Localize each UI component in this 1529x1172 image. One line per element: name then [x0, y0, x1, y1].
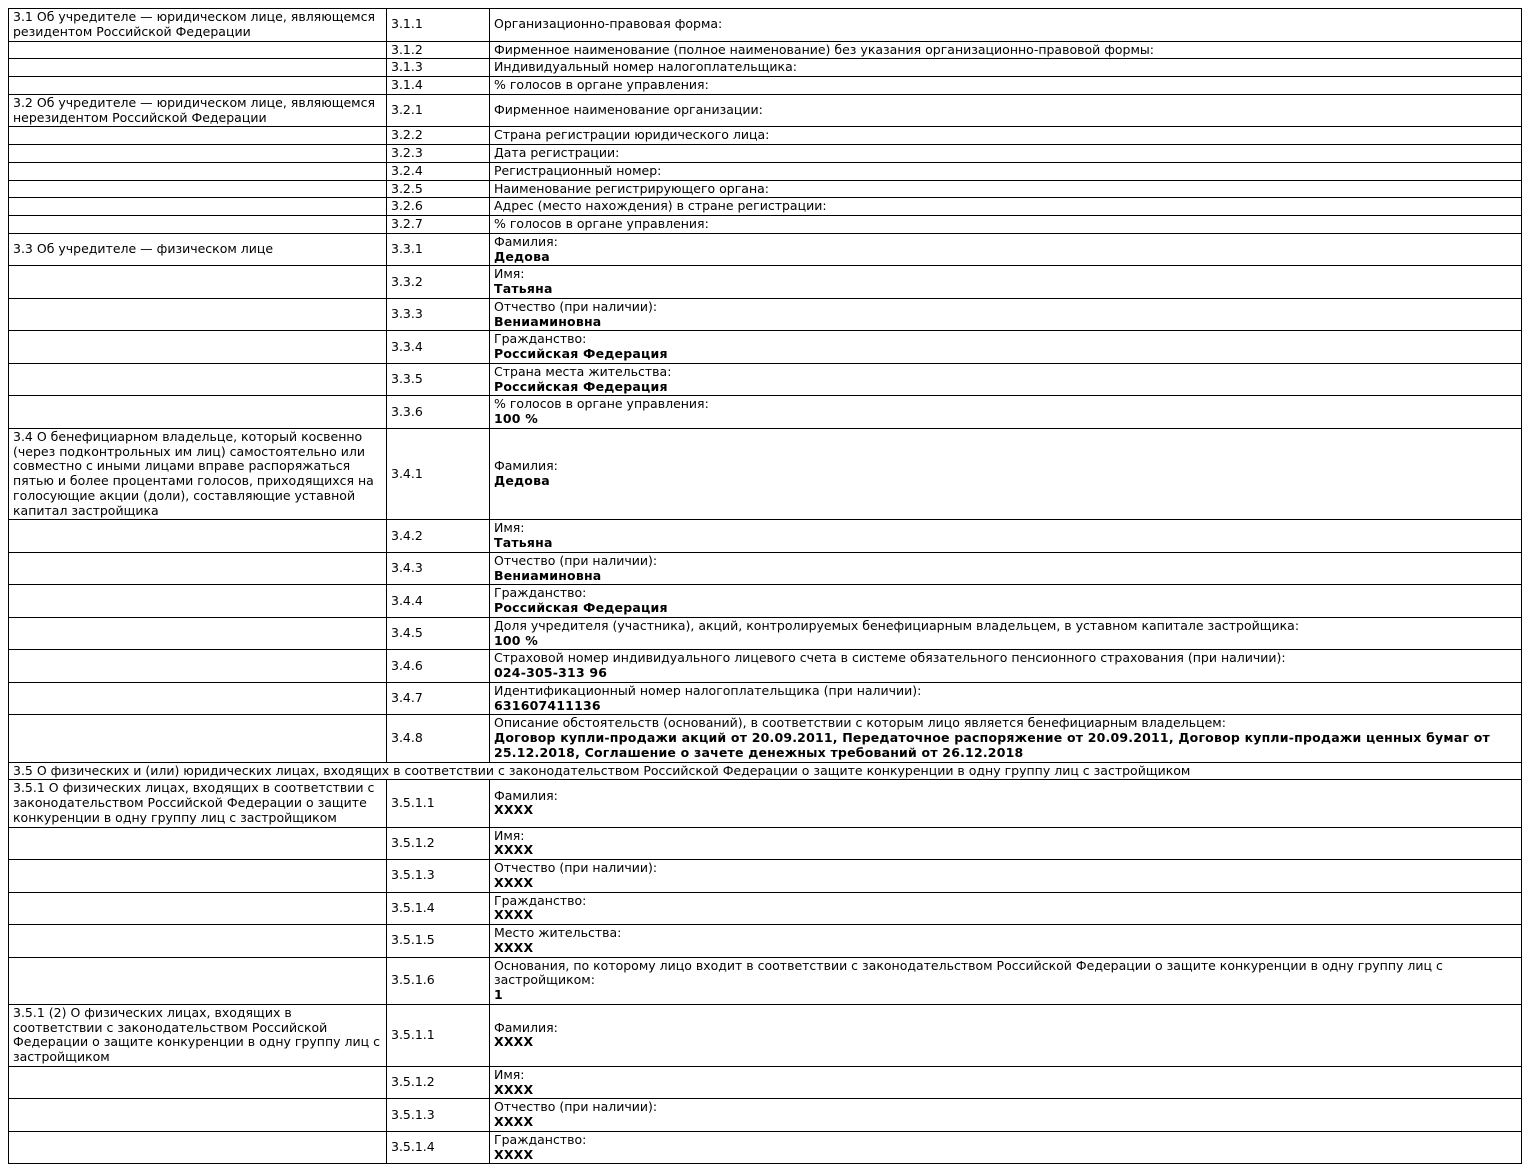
item-code: 3.2.3: [387, 145, 490, 163]
field-label: Страна места жительства:: [494, 363, 672, 379]
developer-declaration-table: [8, 8, 1522, 1164]
item-content-cell: [490, 617, 1522, 650]
section-title-cell: [9, 198, 387, 216]
table-row: [9, 1131, 1522, 1164]
item-code: 3.4.1: [387, 428, 490, 520]
table-row: [9, 127, 1522, 145]
item-code: 3.4.6: [387, 650, 490, 683]
table-row: [9, 892, 1522, 925]
field-label: % голосов в органе управления:: [494, 396, 709, 412]
table-row: [9, 9, 1522, 42]
field-label: Имя:: [494, 1066, 525, 1082]
field-value: XXXX: [494, 1034, 534, 1050]
section-title-cell: [9, 715, 387, 762]
table-row: [9, 715, 1522, 762]
item-content-cell: [490, 266, 1522, 299]
item-content-cell: [490, 59, 1522, 77]
item-content-cell: [490, 585, 1522, 618]
item-code: 3.4.5: [387, 617, 490, 650]
section-title-cell: [9, 650, 387, 683]
section-title-cell: 3.5.1 О физических лицах, входящих в соответствии с законодательством Российской Федерации о защите конкуренции в одну группу лиц с застройщиком: [9, 780, 387, 827]
field-label: Дата регистрации:: [494, 145, 620, 160]
item-content-cell: [490, 162, 1522, 180]
field-label: Доля учредителя (участника), акций, контролируемых бенефициарным владельцем, в уставном капитале застройщика:: [494, 617, 1300, 633]
field-value: XXXX: [494, 1114, 534, 1129]
table-row: [9, 827, 1522, 860]
field-value: 1: [494, 987, 503, 1002]
table-row: [9, 552, 1522, 585]
item-code: 3.2.5: [387, 180, 490, 198]
table-row: [9, 762, 1522, 780]
item-content-cell: [490, 780, 1522, 827]
section-title-cell: [9, 585, 387, 618]
item-code: 3.5.1.1: [387, 1004, 490, 1066]
field-label: Регистрационный номер:: [494, 162, 662, 178]
field-value: XXXX: [494, 874, 534, 890]
table-row: [9, 266, 1522, 299]
item-content-cell: [490, 298, 1522, 331]
item-content-cell: [490, 827, 1522, 860]
item-content-cell: [490, 682, 1522, 715]
section-title-cell: 3.2 Об учредителе — юридическом лице, являющемся нерезидентом Российской Федерации: [9, 94, 387, 127]
section-title-cell: [9, 162, 387, 180]
field-value: 100 %: [494, 411, 538, 426]
table-row: [9, 180, 1522, 198]
item-content-cell: [490, 715, 1522, 762]
table-row: [9, 216, 1522, 234]
field-label: Гражданство:: [494, 585, 587, 601]
item-content-cell: [490, 145, 1522, 163]
field-label: Имя:: [494, 520, 525, 536]
section-title-cell: 3.1 Об учредителе — юридическом лице, являющемся резидентом Российской Федерации: [9, 9, 387, 42]
table-row: [9, 396, 1522, 429]
item-code: 3.2.1: [387, 94, 490, 127]
table-row: [9, 650, 1522, 683]
item-code: 3.4.8: [387, 715, 490, 762]
table-row: [9, 233, 1522, 266]
item-content-cell: [490, 198, 1522, 216]
item-code: 3.5.1.3: [387, 860, 490, 893]
item-content-cell: [490, 428, 1522, 520]
section-title-cell: [9, 331, 387, 364]
table-row: [9, 198, 1522, 216]
item-content-cell: [490, 520, 1522, 553]
section-title-cell: 3.3 Об учредителе — физическом лице: [9, 233, 387, 266]
section-title-cell: [9, 552, 387, 585]
item-content-cell: [490, 9, 1522, 42]
section-title-cell: [9, 127, 387, 145]
field-value: XXXX: [494, 939, 534, 955]
item-content-cell: [490, 94, 1522, 127]
field-value: 024-305-313 96: [494, 665, 608, 680]
item-content-cell: [490, 892, 1522, 925]
section-title-cell: [9, 860, 387, 893]
section-title-cell: [9, 266, 387, 299]
table-row: [9, 363, 1522, 396]
field-label: Отчество (при наличии):: [494, 298, 658, 314]
item-content-cell: [490, 41, 1522, 59]
section-title-cell: [9, 59, 387, 77]
section-title-cell: [9, 520, 387, 553]
item-content-cell: [490, 1066, 1522, 1099]
field-label: Отчество (при наличии):: [494, 1099, 658, 1115]
declaration-table-body: [9, 9, 1522, 1164]
item-code: 3.4.2: [387, 520, 490, 553]
table-row: [9, 520, 1522, 553]
item-code: 3.3.3: [387, 298, 490, 331]
section-title-cell: [9, 957, 387, 1004]
table-row: [9, 957, 1522, 1004]
field-label: Фирменное наименование организации:: [494, 102, 763, 118]
field-label: Описание обстоятельств (оснований), в соответствии с которым лицо является бенефициарным владельцем:: [494, 715, 1226, 731]
section-title-cell: [9, 1131, 387, 1164]
table-row: [9, 77, 1522, 95]
field-label: Фамилия:: [494, 233, 558, 249]
item-code: 3.5.1.2: [387, 1066, 490, 1099]
field-label: Страховой номер индивидуального лицевого счета в системе обязательного пенсионного страхования (при наличии):: [494, 650, 1286, 666]
item-code: 3.5.1.4: [387, 1131, 490, 1164]
item-content-cell: [490, 1099, 1522, 1132]
item-content-cell: [490, 552, 1522, 585]
field-value: Российская Федерация: [494, 346, 668, 361]
field-value: Дедова: [494, 473, 550, 488]
item-code: 3.5.1.3: [387, 1099, 490, 1132]
table-row: [9, 145, 1522, 163]
table-row: [9, 298, 1522, 331]
table-row: [9, 162, 1522, 180]
table-row: [9, 59, 1522, 77]
item-content-cell: [490, 1131, 1522, 1164]
table-row: [9, 925, 1522, 958]
field-value: Договор купли-продажи акций от 20.09.2011, Передаточное распоряжение от 20.09.2011, Договор купли-продажи ценных бумаг от 25.12.2018, Соглашение о зачете денежных требований от 26.12.2018: [494, 730, 1490, 760]
table-row: [9, 1099, 1522, 1132]
item-code: 3.1.4: [387, 77, 490, 95]
item-code: 3.1.1: [387, 9, 490, 42]
section-title-cell: 3.4 О бенефициарном владельце, который косвенно (через подконтрольных им лиц) самостоятельно или совместно с иными лицами вправе распоряжаться пятью и более процентами голосов, приходящихся на голосующие акции (доли), составляющие уставной капитал застройщика: [9, 428, 387, 520]
item-content-cell: [490, 396, 1522, 429]
field-value: 100 %: [494, 632, 538, 648]
item-code: 3.2.7: [387, 216, 490, 234]
field-value: XXXX: [494, 802, 534, 818]
item-code: 3.5.1.6: [387, 957, 490, 1004]
field-value: Вениаминовна: [494, 313, 602, 329]
item-code: 3.3.5: [387, 363, 490, 396]
field-label: Фирменное наименование (полное наименование) без указания организационно-правовой формы:: [494, 41, 1155, 57]
item-code: 3.1.2: [387, 41, 490, 59]
field-value: Татьяна: [494, 281, 553, 296]
field-label: % голосов в органе управления:: [494, 77, 709, 92]
section-title-cell: [9, 682, 387, 715]
section-title-cell: 3.5.1 (2) О физических лицах, входящих в соответствии с законодательством Российской Федерации о защите конкуренции в одну группу лиц с застройщиком: [9, 1004, 387, 1066]
table-row: [9, 1066, 1522, 1099]
item-code: 3.2.2: [387, 127, 490, 145]
field-value: Татьяна: [494, 535, 553, 550]
field-value: Российская Федерация: [494, 600, 668, 615]
table-row: [9, 585, 1522, 618]
item-content-cell: [490, 331, 1522, 364]
section-title-cell: [9, 827, 387, 860]
field-label: Фамилия:: [494, 1019, 558, 1035]
table-row: [9, 331, 1522, 364]
field-value: Вениаминовна: [494, 567, 602, 583]
field-label: Индивидуальный номер налогоплательщика:: [494, 59, 797, 75]
field-label: Страна регистрации юридического лица:: [494, 127, 770, 143]
section-title-cell: [9, 617, 387, 650]
field-label: Гражданство:: [494, 331, 587, 347]
section-title-cell: [9, 216, 387, 234]
field-value: XXXX: [494, 842, 534, 858]
field-label: Место жительства:: [494, 925, 622, 940]
item-content-cell: [490, 127, 1522, 145]
field-label: Имя:: [494, 827, 525, 843]
item-code: 3.3.2: [387, 266, 490, 299]
section-title-cell: [9, 363, 387, 396]
field-label: Фамилия:: [494, 787, 558, 803]
item-content-cell: [490, 233, 1522, 266]
item-code: 3.4.4: [387, 585, 490, 618]
section-title-cell: [9, 298, 387, 331]
table-row: [9, 41, 1522, 59]
field-label: Адрес (место нахождения) в стране регистрации:: [494, 198, 827, 214]
table-row: [9, 1004, 1522, 1066]
section-title-cell: [9, 1066, 387, 1099]
field-label: Фамилия:: [494, 458, 558, 474]
item-content-cell: [490, 1004, 1522, 1066]
field-value: XXXX: [494, 1146, 534, 1162]
section-title-cell: [9, 396, 387, 429]
item-code: 3.4.3: [387, 552, 490, 585]
field-label: % голосов в органе управления:: [494, 216, 709, 231]
field-label: Отчество (при наличии):: [494, 552, 658, 568]
table-row: [9, 860, 1522, 893]
section-title-cell: [9, 77, 387, 95]
section-title-cell: [9, 892, 387, 925]
item-content-cell: [490, 860, 1522, 893]
field-label: Организационно-правовая форма:: [494, 16, 723, 32]
item-content-cell: [490, 180, 1522, 198]
section-title-cell: [9, 925, 387, 958]
field-label: Имя:: [494, 266, 525, 282]
table-row: [9, 428, 1522, 520]
item-code: 3.1.3: [387, 59, 490, 77]
field-value: Российская Федерация: [494, 378, 668, 394]
field-label: Отчество (при наличии):: [494, 860, 658, 875]
item-code: 3.5.1.1: [387, 780, 490, 827]
item-content-cell: [490, 925, 1522, 958]
section-title-cell: [9, 1099, 387, 1132]
field-label: Идентификационный номер налогоплательщика (при наличии):: [494, 682, 922, 698]
item-content-cell: [490, 957, 1522, 1004]
section-header-full-row: 3.5 О физических и (или) юридических лицах, входящих в соответствии с законодательством Российской Федерации о защите конкуренции в одну группу лиц с застройщиком: [9, 762, 1522, 780]
item-content-cell: [490, 216, 1522, 234]
field-label: Наименование регистрирующего органа:: [494, 180, 769, 196]
section-title-cell: [9, 145, 387, 163]
item-code: 3.3.6: [387, 396, 490, 429]
item-content-cell: [490, 650, 1522, 683]
table-row: [9, 94, 1522, 127]
field-value: 631607411136: [494, 697, 601, 713]
item-code: 3.5.1.5: [387, 925, 490, 958]
item-code: 3.3.1: [387, 233, 490, 266]
field-value: Дедова: [494, 248, 550, 264]
field-value: XXXX: [494, 1081, 534, 1097]
field-value: XXXX: [494, 907, 534, 923]
field-label: Основания, по которому лицо входит в соответствии с законодательством Российской Федерации о защите конкуренции в одну группу лиц с застройщиком:: [494, 957, 1443, 988]
table-row: [9, 682, 1522, 715]
item-code: 3.5.1.2: [387, 827, 490, 860]
item-content-cell: [490, 77, 1522, 95]
item-code: 3.2.6: [387, 198, 490, 216]
table-row: [9, 617, 1522, 650]
item-code: 3.2.4: [387, 162, 490, 180]
item-code: 3.4.7: [387, 682, 490, 715]
table-row: [9, 780, 1522, 827]
item-content-cell: [490, 363, 1522, 396]
item-code: 3.3.4: [387, 331, 490, 364]
field-label: Гражданство:: [494, 1131, 587, 1147]
section-title-cell: [9, 180, 387, 198]
field-label: Гражданство:: [494, 892, 587, 908]
section-title-cell: [9, 41, 387, 59]
item-code: 3.5.1.4: [387, 892, 490, 925]
